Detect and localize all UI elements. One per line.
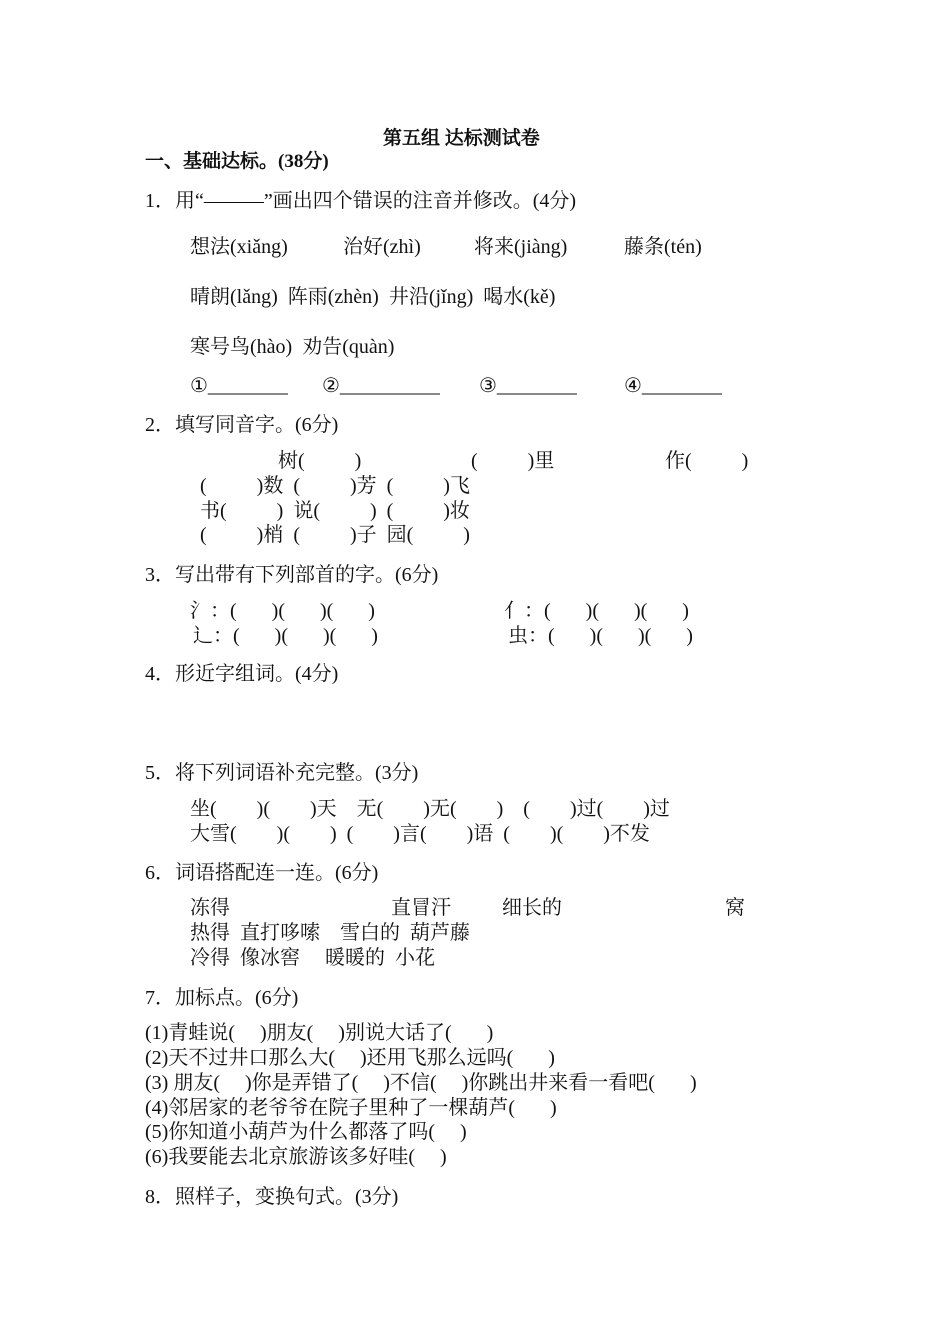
q1-pinyin-item: 治好(zhì) [343, 236, 421, 258]
q1-answer-blank[interactable]: ④________ [624, 375, 722, 397]
q6-match-row[interactable]: 热得 直打哆嗦 雪白的 葫芦藤 [190, 922, 470, 944]
section-heading: 一、基础达标。(38分) [145, 151, 329, 172]
q7-sentence[interactable]: (4)邻居家的老爷爷在院子里种了一棵葫芦( ) [145, 1097, 557, 1119]
q6-match-word[interactable]: 冻得 [190, 897, 230, 919]
question-1-prompt: 1．用“———”画出四个错误的注音并修改。(4分) [145, 190, 577, 212]
question-8-prompt: 8．照样子，变换句式。(3分) [145, 1186, 399, 1208]
q6-match-word[interactable]: 直冒汗 [391, 897, 451, 919]
q5-idiom-row[interactable]: 大雪( )( ) ( )言( )语 ( )( )不发 [190, 823, 650, 845]
q7-sentence[interactable]: (2)天不过井口那么大( )还用飞那么远吗( ) [145, 1047, 555, 1069]
q7-sentence[interactable]: (3) 朋友( )你是弄错了( )不信( )你跳出井来看一看吧( ) [145, 1072, 697, 1094]
question-7-prompt: 7．加标点。(6分) [145, 987, 299, 1009]
q1-pinyin-item: 将来(jiàng) [474, 236, 568, 258]
q1-pinyin-item: 想法(xiǎng) [190, 236, 288, 258]
q6-match-word[interactable]: 窝 [725, 897, 745, 919]
q1-pinyin-item: 藤条(tén) [624, 236, 702, 258]
q3-radical-row[interactable]: 辶：( )( )( ) [193, 625, 378, 647]
q3-radical-row[interactable]: 氵：( )( )( ) [190, 600, 375, 622]
page-title: 第五组 达标测试卷 [383, 128, 540, 149]
question-2-prompt: 2．填写同音字。(6分) [145, 414, 339, 436]
q1-answer-blank[interactable]: ①________ [190, 375, 288, 397]
q2-blank-item[interactable]: ( )里 [471, 450, 555, 472]
q1-pinyin-row: 寒号鸟(hào) 劝告(quàn) [190, 336, 395, 358]
question-4-prompt: 4．形近字组词。(4分) [145, 663, 339, 685]
q2-blank-row[interactable]: 书( ) 说( ) ( )妆 [200, 500, 470, 522]
q2-blank-item[interactable]: 树( ) [278, 450, 362, 472]
q1-answer-blank[interactable]: ③________ [479, 375, 577, 397]
q2-blank-row[interactable]: ( )梢 ( )子 园( ) [200, 524, 470, 546]
question-5-prompt: 5．将下列词语补充完整。(3分) [145, 762, 419, 784]
q2-blank-item[interactable]: 作( ) [665, 450, 749, 472]
q1-answer-blank[interactable]: ②__________ [322, 375, 440, 397]
q2-blank-row[interactable]: ( )数 ( )芳 ( )飞 [200, 475, 470, 497]
q3-radical-row[interactable]: 亻：( )( )( ) [504, 600, 689, 622]
q7-sentence[interactable]: (6)我要能去北京旅游该多好哇( ) [145, 1146, 447, 1168]
q3-radical-row[interactable]: 虫：( )( )( ) [508, 625, 693, 647]
q1-pinyin-row: 晴朗(lǎng) 阵雨(zhèn) 井沿(jǐng) 喝水(kě) [190, 286, 556, 308]
question-6-prompt: 6．词语搭配连一连。(6分) [145, 862, 379, 884]
q7-sentence[interactable]: (1)青蛙说( )朋友( )别说大话了( ) [145, 1022, 494, 1044]
q5-idiom-row[interactable]: 坐( )( )天 无( )无( ) ( )过( )过 [190, 798, 670, 820]
q6-match-word[interactable]: 细长的 [502, 897, 562, 919]
q7-sentence[interactable]: (5)你知道小葫芦为什么都落了吗( ) [145, 1121, 467, 1143]
question-3-prompt: 3．写出带有下列部首的字。(6分) [145, 564, 439, 586]
q6-match-row[interactable]: 冷得 像冰窖 暖暖的 小花 [190, 947, 435, 969]
